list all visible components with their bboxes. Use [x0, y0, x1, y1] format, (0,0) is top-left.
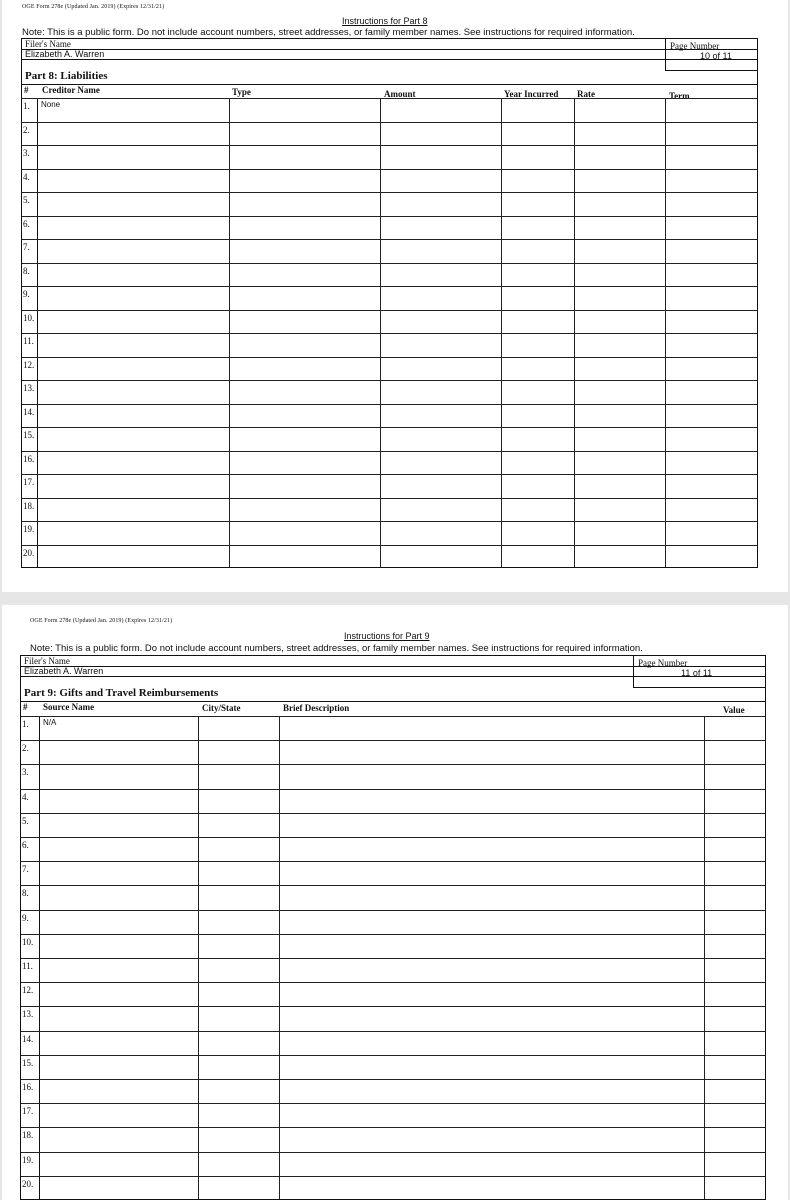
- instructions-link[interactable]: Instructions for Part 9: [344, 631, 430, 641]
- table-row: [22, 333, 757, 357]
- col-header-rate: Rate: [577, 89, 595, 99]
- table-row: [21, 789, 765, 813]
- row-number: 12.: [22, 985, 34, 996]
- table-row: [22, 239, 757, 263]
- table-row: [22, 122, 757, 146]
- gifts-grid: [21, 716, 765, 1199]
- row-number: 5.: [23, 195, 30, 205]
- table-row: [21, 861, 765, 885]
- row-number: 7.: [22, 864, 29, 875]
- filer-name: Elizabeth A. Warren: [24, 666, 104, 676]
- row-number: 6.: [23, 218, 30, 229]
- creditor-name-value: None: [41, 100, 61, 109]
- table-row: [21, 982, 765, 1006]
- row-number: 14.: [22, 1033, 34, 1044]
- filer-value-row: [22, 49, 757, 60]
- row-number: 15.: [23, 430, 35, 440]
- form-page-part-9: [2, 605, 788, 1200]
- table-row: [22, 427, 757, 451]
- col-header-source-name: Source Name: [43, 702, 95, 712]
- row-number: 11.: [23, 336, 34, 346]
- part-title: Part 8: Liabilities: [25, 70, 108, 82]
- row-number: 16.: [22, 1082, 34, 1092]
- row-number: 11.: [22, 961, 33, 971]
- row-number: 4.: [22, 791, 29, 802]
- divider: [21, 701, 765, 702]
- public-form-note: Note: This is a public form. Do not include account numbers, street addresses, or family member names. See instructions for required information.: [22, 27, 635, 38]
- col-header-type: Type: [232, 87, 251, 97]
- form-frame: [21, 38, 758, 568]
- table-row: [21, 1055, 765, 1079]
- table-row: [21, 716, 765, 740]
- source-name-value: N/A: [43, 718, 57, 727]
- form-id: OGE Form 278e (Updated Jan. 2019) (Expires 12/31/21): [22, 4, 165, 10]
- row-number: 19.: [23, 524, 35, 534]
- row-number: 20.: [22, 1178, 34, 1189]
- table-row: [22, 192, 757, 216]
- row-number: 18.: [23, 500, 35, 511]
- form-page-part-8: [2, 0, 788, 592]
- table-row: [22, 404, 757, 428]
- table-row: [22, 357, 757, 381]
- instructions-link[interactable]: Instructions for Part 8: [342, 16, 428, 26]
- part-title: Part 9: Gifts and Travel Reimbursements: [24, 687, 219, 699]
- table-row: [22, 263, 757, 287]
- table-row: [22, 216, 757, 240]
- row-number: 12.: [23, 359, 35, 370]
- table-row: [22, 474, 757, 498]
- row-number: 2.: [23, 124, 30, 135]
- row-number: 7.: [23, 242, 30, 252]
- row-number: 10.: [23, 312, 35, 323]
- row-number: 20.: [23, 547, 35, 558]
- table-row: [22, 498, 757, 522]
- table-row: [22, 169, 757, 193]
- row-number: 13.: [22, 1009, 34, 1020]
- page-number-label: Page Number: [670, 41, 720, 51]
- table-row: [21, 1031, 765, 1055]
- table-row: [21, 1176, 765, 1200]
- table-row: [22, 98, 757, 122]
- col-header-creditor-name: Creditor Name: [42, 85, 100, 95]
- filer-name-label: Filer's Name: [25, 39, 71, 49]
- table-row: [22, 310, 757, 334]
- page-number: 11 of 11: [681, 668, 713, 678]
- table-row: [22, 545, 757, 569]
- col-header-amount: Amount: [384, 89, 416, 99]
- row-number: 3.: [23, 148, 30, 158]
- col-header-year-incurred: Year Incurred: [504, 89, 559, 99]
- col-header-value: Value: [723, 705, 745, 715]
- divider: [22, 84, 757, 85]
- col-header-city-state: City/State: [202, 703, 241, 713]
- row-number: 10.: [22, 936, 34, 947]
- row-number: 9.: [23, 289, 30, 299]
- row-number: 19.: [22, 1154, 34, 1165]
- table-row: [21, 958, 765, 982]
- liabilities-grid: [22, 98, 757, 567]
- filer-value-row: [21, 666, 765, 677]
- row-number: 15.: [22, 1057, 34, 1068]
- row-number: 14.: [23, 406, 35, 417]
- row-number: 2.: [22, 743, 29, 754]
- table-row: [21, 813, 765, 837]
- table-row: [21, 910, 765, 934]
- row-number: 5.: [22, 815, 29, 826]
- page-number-label: Page Number: [638, 658, 688, 668]
- table-row: [21, 740, 765, 764]
- divider: [633, 687, 765, 688]
- col-header-num: #: [24, 85, 29, 95]
- row-number: 8.: [23, 265, 30, 276]
- table-row: [21, 934, 765, 958]
- table-row: [21, 885, 765, 909]
- table-row: [21, 1079, 765, 1103]
- table-row: [22, 286, 757, 310]
- row-number: 6.: [22, 840, 29, 850]
- row-number: 16.: [23, 453, 35, 464]
- table-row: [21, 837, 765, 861]
- table-row: [22, 521, 757, 545]
- row-number: 13.: [23, 383, 35, 393]
- table-row: [21, 764, 765, 788]
- divider: [665, 39, 666, 70]
- divider: [665, 70, 757, 71]
- row-number: 1.: [23, 101, 30, 111]
- row-number: 9.: [22, 912, 29, 923]
- col-header-term: Term: [669, 91, 690, 101]
- col-header-brief-description: Brief Description: [283, 703, 350, 713]
- table-row: [22, 380, 757, 404]
- row-number: 8.: [22, 888, 29, 899]
- filer-name-label: Filer's Name: [24, 656, 70, 666]
- table-row: [22, 145, 757, 169]
- table-row: [21, 1006, 765, 1030]
- table-row: [22, 451, 757, 475]
- table-row: [21, 1127, 765, 1151]
- row-number: 17.: [22, 1106, 34, 1117]
- form-frame: [20, 655, 766, 1200]
- row-number: 17.: [23, 477, 35, 487]
- form-id: OGE Form 278e (Updated Jan. 2019) (Expires 12/31/21): [30, 618, 173, 624]
- divider: [633, 656, 634, 687]
- public-form-note: Note: This is a public form. Do not include account numbers, street addresses, or family member names. See instructions for required information.: [30, 643, 643, 654]
- row-number: 4.: [23, 171, 30, 182]
- filer-name: Elizabeth A. Warren: [25, 49, 105, 59]
- table-row: [21, 1103, 765, 1127]
- row-number: 1.: [22, 719, 29, 729]
- page-number: 10 of 11: [700, 51, 732, 61]
- row-number: 3.: [22, 767, 29, 778]
- table-row: [21, 1152, 765, 1176]
- col-header-num: #: [23, 702, 28, 712]
- row-number: 18.: [22, 1130, 34, 1141]
